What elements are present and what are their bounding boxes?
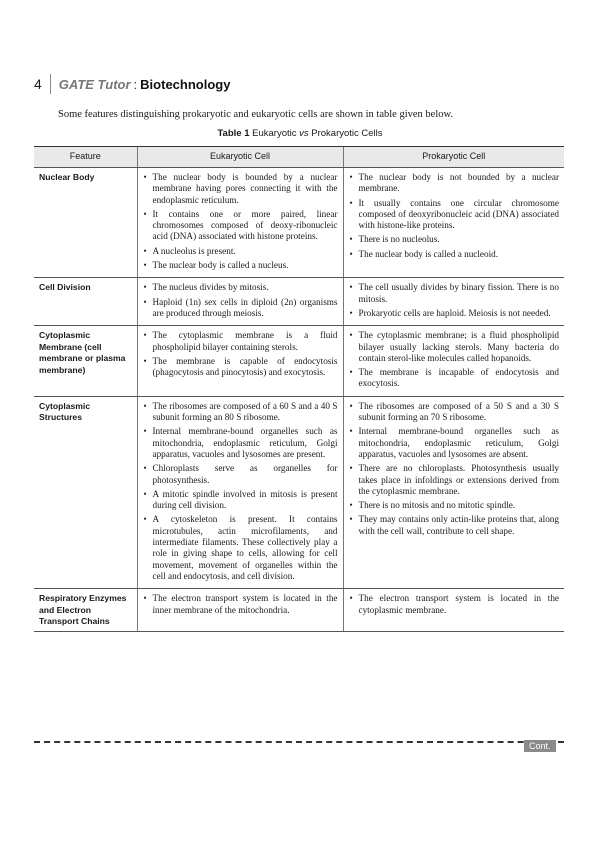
header-eukaryotic: Eukaryotic Cell bbox=[137, 147, 343, 168]
eukaryotic-point: • The electron transport system is located in the inner membrane of the mitochondria. bbox=[143, 593, 338, 616]
prokaryotic-point: • There are no chloroplasts. Photosynthesis usually takes place in infoldings or extensions derived from the cytoplasmic membrane. bbox=[349, 463, 560, 497]
feature-cell: Cell Division bbox=[34, 278, 137, 326]
brand-subject: Biotechnology bbox=[140, 76, 231, 92]
prokaryotic-point: • They may contains only actin-like proteins that, along with the cell wall, contribute to cell shape. bbox=[349, 514, 560, 537]
prokaryotic-point: • The cytoplasmic membrane; is a fluid phospholipid bilayer usually lacking sterols. Many bacteria do contain sterol-like molecules called hopanoids. bbox=[349, 330, 560, 364]
brand-title: GATE Tutor bbox=[58, 76, 131, 92]
eukaryotic-cell bbox=[137, 326, 343, 396]
eukaryotic-point-list bbox=[143, 172, 338, 271]
prokaryotic-point: • Prokaryotic cells are haploid. Meiosis is not needed. bbox=[349, 308, 560, 319]
prokaryotic-point: • There is no nucleolus. bbox=[349, 234, 560, 245]
feature-cell: Cytoplasmic Membrane (cell membrane or plasma membrane) bbox=[34, 326, 137, 396]
intro-paragraph: Some features distinguishing prokaryotic and eukaryotic cells are shown in table given below. bbox=[58, 109, 454, 120]
table-row bbox=[34, 396, 564, 588]
continuation-dashes bbox=[34, 741, 564, 743]
book-brand bbox=[59, 77, 231, 92]
brand-colon: : bbox=[133, 76, 138, 92]
eukaryotic-point: • Haploid (1n) sex cells in diploid (2n) organisms are produced through meiosis. bbox=[143, 297, 338, 320]
prokaryotic-point: • The nuclear body is called a nucleoid. bbox=[349, 249, 560, 260]
table-row bbox=[34, 168, 564, 278]
eukaryotic-point-list bbox=[143, 593, 338, 616]
table-row bbox=[34, 278, 564, 326]
eukaryotic-point: • The nuclear body is bounded by a nuclear membrane having pores connecting it with the endoplasmic reticulum. bbox=[143, 172, 338, 206]
table-caption-label: Table 1 bbox=[217, 128, 250, 139]
eukaryotic-cell bbox=[137, 168, 343, 278]
eukaryotic-point-list bbox=[143, 401, 338, 582]
table-header-row bbox=[34, 147, 564, 168]
prokaryotic-point: • The membrane is incapable of endocytosis and exocytosis. bbox=[349, 367, 560, 390]
eukaryotic-point: • Chloroplasts serve as organelles for photosynthesis. bbox=[143, 463, 338, 486]
feature-cell: Cytoplasmic Structures bbox=[34, 396, 137, 588]
eukaryotic-point: • A cytoskeleton is present. It contains microtubules, actin microfilaments, and intermediate filaments. These collectively play a role in giving shape to cells, allowing for cell movement, movement of organelles within the cell and endocytosis, and cell division. bbox=[143, 514, 338, 582]
prokaryotic-point: • Internal membrane-bound organelles such as mitochondria, endoplasmic reticulum, Golgi apparatus, vacuoles and lysosomes are absent. bbox=[349, 426, 560, 460]
table-row bbox=[34, 589, 564, 632]
prokaryotic-cell bbox=[343, 168, 564, 278]
prokaryotic-cell bbox=[343, 396, 564, 588]
eukaryotic-point: • The nuclear body is called a nucleus. bbox=[143, 260, 338, 271]
prokaryotic-point-list bbox=[349, 401, 560, 537]
prokaryotic-point: • The nuclear body is not bounded by a nuclear membrane. bbox=[349, 172, 560, 195]
prokaryotic-point: • There is no mitosis and no mitotic spindle. bbox=[349, 500, 560, 511]
table-caption-vs: vs bbox=[299, 128, 309, 139]
comparison-table bbox=[34, 146, 564, 632]
table-caption-part1: Eukaryotic bbox=[249, 128, 300, 139]
eukaryotic-point: • A mitotic spindle involved in mitosis is present during cell division. bbox=[143, 489, 338, 512]
eukaryotic-point-list bbox=[143, 282, 338, 319]
prokaryotic-point-list bbox=[349, 172, 560, 260]
eukaryotic-point: • The membrane is capable of endocytosis (phagocytosis and pinocytosis) and exocytosis. bbox=[143, 356, 338, 379]
eukaryotic-point: • Internal membrane-bound organelles such as mitochondria, endoplasmic reticulum, Golgi apparatus, vacuoles and lysosomes are present. bbox=[143, 426, 338, 460]
continued-badge: Cont. bbox=[524, 740, 556, 752]
eukaryotic-point: • It contains one or more paired, linear chromosomes composed of deoxy-ribonucleic acid (DNA) associated with histone proteins. bbox=[143, 209, 338, 243]
eukaryotic-point: • A nucleolus is present. bbox=[143, 246, 338, 257]
running-header bbox=[34, 74, 230, 94]
prokaryotic-point: • The electron transport system is located in the cytoplasmic membrane. bbox=[349, 593, 560, 616]
eukaryotic-cell bbox=[137, 589, 343, 632]
eukaryotic-point: • The nucleus divides by mitosis. bbox=[143, 282, 338, 293]
prokaryotic-cell bbox=[343, 326, 564, 396]
prokaryotic-point: • The cell usually divides by binary fission. There is no mitosis. bbox=[349, 282, 560, 305]
page-number: 4 bbox=[34, 76, 42, 92]
table-row bbox=[34, 326, 564, 396]
feature-cell: Nuclear Body bbox=[34, 168, 137, 278]
eukaryotic-cell bbox=[137, 278, 343, 326]
prokaryotic-cell bbox=[343, 278, 564, 326]
header-divider bbox=[50, 74, 51, 94]
prokaryotic-point-list bbox=[349, 330, 560, 389]
table-caption-part2: Prokaryotic Cells bbox=[308, 128, 383, 139]
header-feature: Feature bbox=[34, 147, 137, 168]
feature-cell: Respiratory Enzymes and Electron Transport Chains bbox=[34, 589, 137, 632]
eukaryotic-point-list bbox=[143, 330, 338, 378]
eukaryotic-cell bbox=[137, 396, 343, 588]
eukaryotic-point: • The ribosomes are composed of a 60 S and a 40 S subunit forming an 80 S ribosome. bbox=[143, 401, 338, 424]
header-prokaryotic: Prokaryotic Cell bbox=[343, 147, 564, 168]
prokaryotic-point-list bbox=[349, 282, 560, 319]
prokaryotic-point-list bbox=[349, 593, 560, 616]
prokaryotic-point: • The ribosomes are composed of a 50 S and a 30 S subunit forming an 70 S ribosome. bbox=[349, 401, 560, 424]
prokaryotic-point: • It usually contains one circular chromosome composed of deoxyribonucleic acid (DNA) associated with histone-like proteins. bbox=[349, 198, 560, 232]
table-caption bbox=[0, 128, 600, 139]
prokaryotic-cell bbox=[343, 589, 564, 632]
eukaryotic-point: • The cytoplasmic membrane is a fluid phospholipid bilayer containing sterols. bbox=[143, 330, 338, 353]
